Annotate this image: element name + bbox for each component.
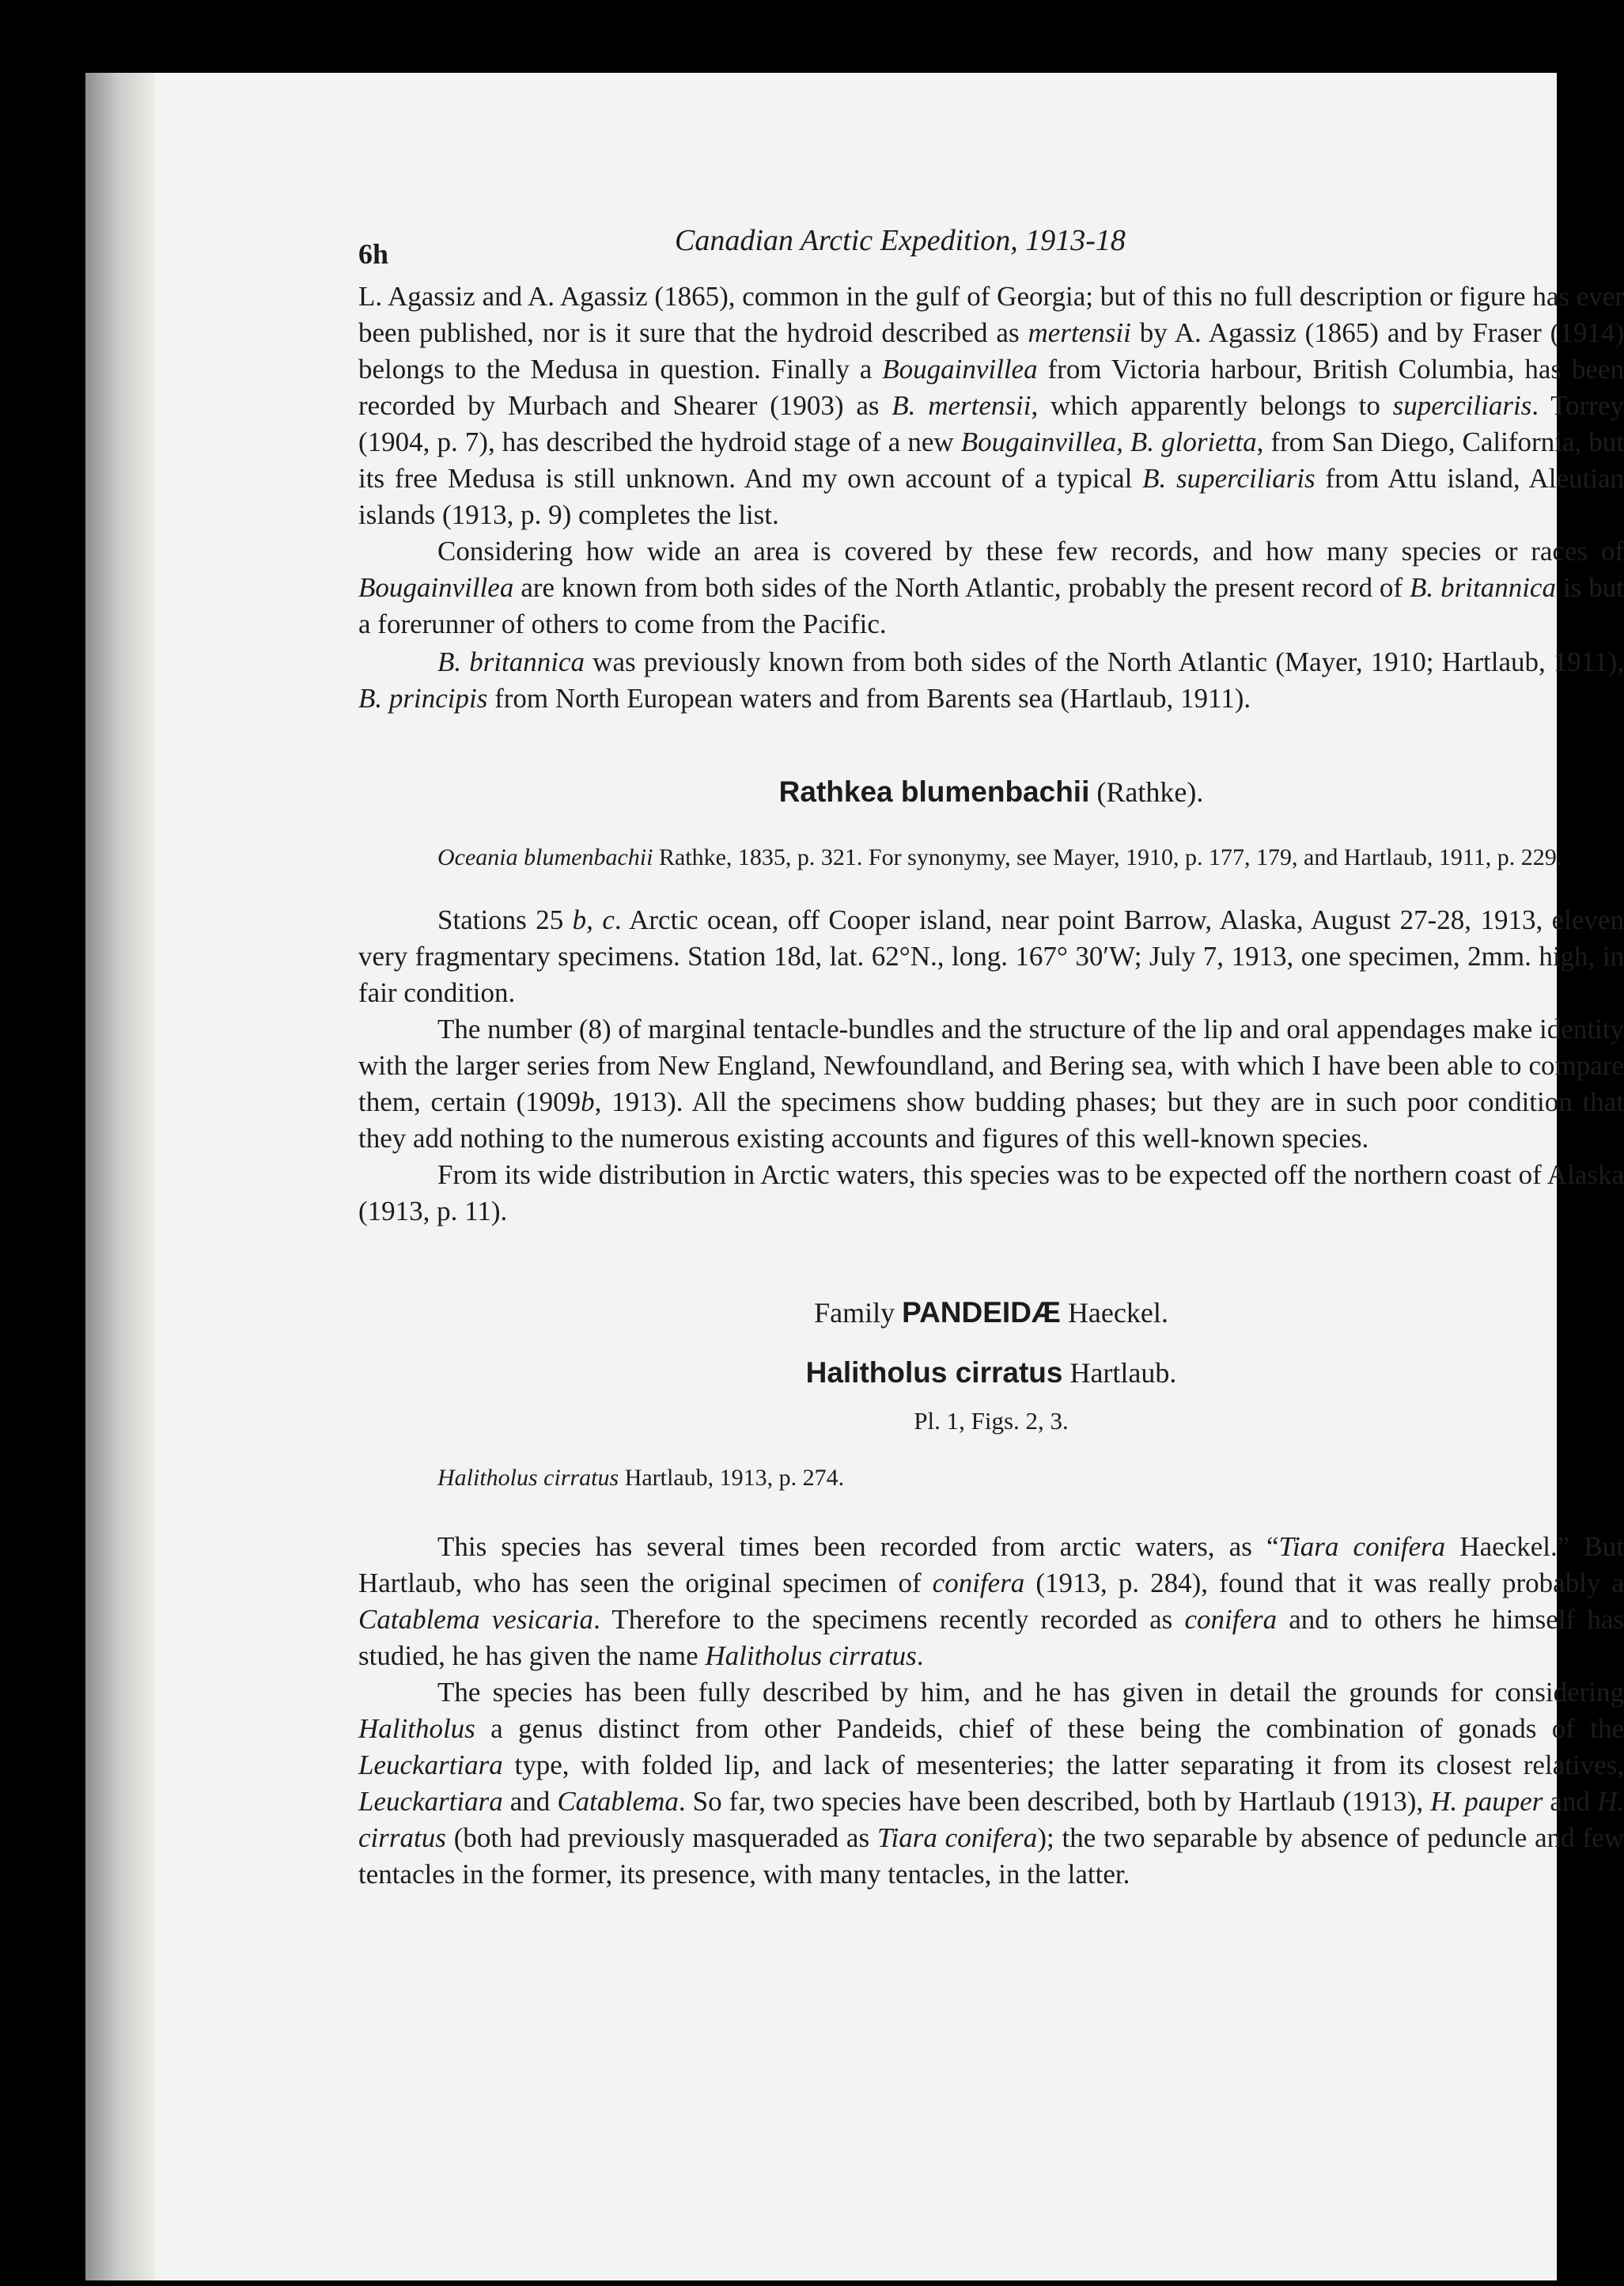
italic-run: Oceania blumenbachii: [437, 844, 653, 870]
text-run: from Victoria harbour, British Columbia, has been recorded by Murbach and Shearer (1903) as: [358, 354, 1624, 421]
species-heading-rathkea: [358, 775, 1624, 809]
text-run: Stations 25: [437, 904, 573, 935]
italic-run: Tiara conifera: [1278, 1531, 1446, 1562]
page-content: [358, 223, 1624, 1893]
text-run: and: [1543, 1786, 1597, 1817]
italic-run: conifera: [932, 1568, 1025, 1598]
species-author: Hartlaub.: [1069, 1357, 1177, 1389]
paragraph: [358, 1011, 1624, 1157]
text-run: The species has been fully described by him, and he has given in detail the grounds for considering: [437, 1677, 1624, 1708]
italic-run: B. superciliaris: [1142, 463, 1315, 494]
text-run: and: [502, 1786, 558, 1817]
italic-run: Catablema vesicaria: [358, 1604, 594, 1635]
text-run: , from San Diego, California, but its free Medusa is still unknown. And my own account of a typical: [358, 426, 1624, 494]
plate-reference: Pl. 1, Figs. 2, 3.: [914, 1407, 1069, 1435]
text-run: from Attu island, Aleutian islands (1913, p. 9) completes the list.: [358, 463, 1624, 530]
species-name: Rathkea blumenbachii: [778, 775, 1090, 808]
paragraph: [358, 533, 1624, 643]
italic-run: Halitholus cirratus: [705, 1640, 917, 1671]
synonymy-citation: [358, 842, 1624, 874]
italic-run: Leuckartiara: [358, 1750, 503, 1780]
text-run: . Arctic ocean, off Cooper island, near point Barrow, Alaska, August 27-28, 1913, eleven very fragmentary specimens. Station 18d, lat. 62°N., long. 167° 30′W; July 7, 1913, one specimen, 2mm. high, in fair condition.: [358, 904, 1624, 1008]
page-header: [358, 223, 1624, 279]
species-heading-halitholus: [358, 1356, 1624, 1389]
italic-run: H. cirratus: [358, 1786, 1624, 1853]
text-run: Considering how wide an area is covered by these few records, and how many species or races of: [437, 536, 1624, 567]
page-number: 6h: [358, 238, 389, 270]
text-run: . Torrey (1904, p. 7), has described the hydroid stage of a new: [358, 390, 1624, 457]
italic-run: Bougainvillea: [882, 354, 1038, 385]
text-run: L. Agassiz and A. Agassiz (1865), common in the gulf of Georgia; but of this no full description or figure has ever been published, nor is it sure that the hydroid described as: [358, 281, 1624, 348]
paragraph: [358, 644, 1624, 717]
italic-run: b, c: [572, 904, 615, 935]
species-author: (Rathke).: [1096, 776, 1204, 808]
italic-run: B. britannica: [1410, 572, 1556, 603]
text-run: Rathke, 1835, p. 321. For synonymy, see Mayer, 1910, p. 177, 179, and Hartlaub, 1911, p. 229.: [653, 844, 1563, 870]
family-prefix: Family: [814, 1297, 895, 1329]
scanned-page: [85, 73, 1624, 2280]
italic-run: Catablema: [557, 1786, 679, 1817]
paragraph: [358, 902, 1624, 1011]
text-run: . Therefore to the specimens recently recorded as: [593, 1604, 1185, 1635]
italic-run: H. pauper: [1430, 1786, 1543, 1817]
paragraph: [358, 1674, 1624, 1893]
italic-run: B. principis: [358, 683, 488, 714]
text-run: are known from both sides of the North Atlantic, probably the present record of: [513, 572, 1410, 603]
text-run: From its wide distribution in Arctic waters, this species was to be expected off the northern coast of Alaska (1913, p. 11).: [358, 1159, 1624, 1226]
text-run: by A. Agassiz (1865) and by Fraser (1914) belongs to the Medusa in question. Finally a: [358, 317, 1624, 385]
text-run: . So far, two species have been described, both by Hartlaub (1913),: [678, 1786, 1431, 1817]
italic-run: Halitholus: [358, 1713, 475, 1744]
italic-run: mertensii: [1028, 317, 1131, 348]
paragraph: [358, 1157, 1624, 1230]
text-run: , 1913). All the specimens show budding phases; but they are in such poor condition that they add nothing to the numerous existing accounts and figures of this well-known species.: [358, 1086, 1624, 1154]
text-run: from North European waters and from Barents sea (Hartlaub, 1911).: [487, 683, 1251, 714]
italic-run: B. britannica: [437, 646, 585, 677]
text-run: (1913, p. 284), found that it was really probably a: [1024, 1568, 1624, 1598]
species-name: Halitholus cirratus: [805, 1356, 1063, 1389]
italic-run: Halitholus cirratus: [437, 1465, 619, 1491]
paragraph: [358, 1529, 1624, 1674]
text-run: This species has several times been recorded from arctic waters, as “: [437, 1531, 1279, 1562]
family-name: PANDEIDÆ: [902, 1296, 1061, 1329]
running-title: Canadian Arctic Expedition, 1913-18: [675, 224, 1126, 257]
text-run: was previously known from both sides of the North Atlantic (Mayer, 1910; Hartlaub, 1911),: [585, 646, 1624, 677]
text-run: type, with folded lip, and lack of mesenteries; the latter separating it from its closest relatives,: [502, 1750, 1624, 1780]
italic-run: conifera: [1184, 1604, 1278, 1635]
text-run: and to others he himself has studied, he has given the name: [358, 1604, 1624, 1671]
text-run: Hartlaub, 1913, p. 274.: [619, 1465, 845, 1491]
text-run: ); the two separable by absence of peduncle and few tentacles in the former, its presence, with many tentacles, in the latter.: [358, 1822, 1624, 1890]
text-run: Haeckel.” But Hartlaub, who has seen the original specimen of: [358, 1531, 1624, 1598]
italic-run: Leuckartiara: [358, 1786, 503, 1817]
synonymy-citation: [358, 1462, 1624, 1494]
italic-run: Tiara conifera: [876, 1822, 1038, 1853]
italic-run: B. mertensii: [891, 390, 1032, 421]
page-edge-shadow: [85, 73, 155, 2280]
paragraph: [358, 279, 1624, 533]
text-run: a genus distinct from other Pandeids, chief of these being the combination of gonads of the: [475, 1713, 1624, 1744]
italic-run: Bougainvillea: [358, 572, 514, 603]
text-run: , which apparently belongs to: [1031, 390, 1393, 421]
family-author: Haeckel.: [1067, 1297, 1168, 1329]
italic-run: b: [581, 1086, 595, 1117]
family-heading: [358, 1296, 1624, 1329]
text-run: (both had previously masqueraded as: [445, 1822, 877, 1853]
text-run: .: [916, 1640, 924, 1671]
italic-run: superciliaris: [1392, 390, 1532, 421]
text-run: The number (8) of marginal tentacle-bundles and the structure of the lip and oral appendages make identity with the larger series from New England, Newfoundland, and Bering sea, with which I have been able to compare them, certain (1909: [358, 1014, 1624, 1117]
text-run: is but a forerunner of others to come from the Pacific.: [358, 572, 1624, 639]
italic-run: Bougainvillea, B. glorietta: [960, 426, 1257, 457]
